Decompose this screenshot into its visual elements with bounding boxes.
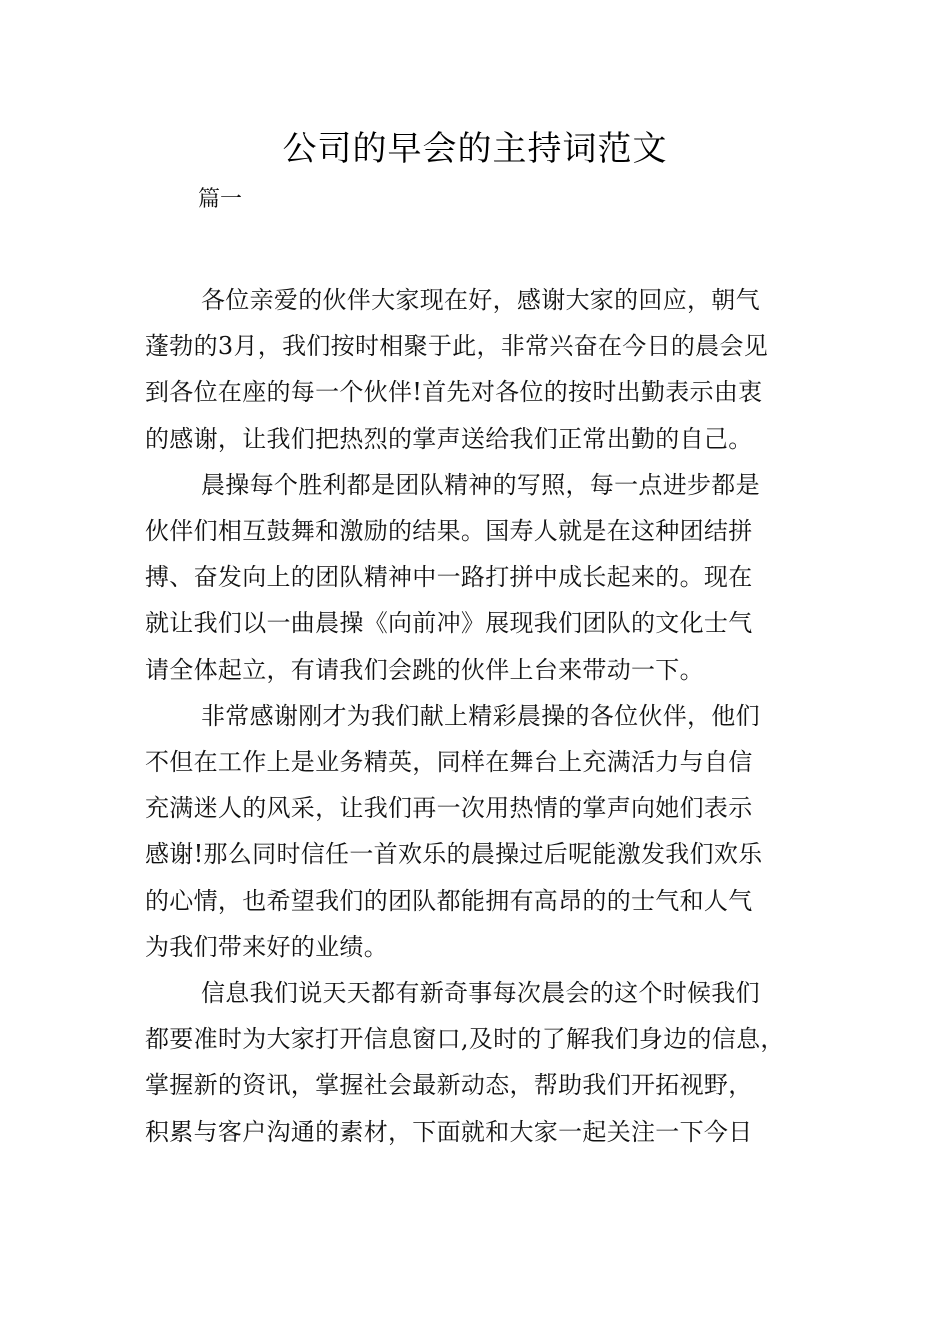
paragraph-4 [145,970,815,1155]
text-line: 非常感谢刚才为我们献上精彩晨操的各位伙伴，他们 [201,701,760,730]
text-line: 各位亲爱的伙伴大家现在好，感谢大家的回应，朝气 [201,286,760,314]
paragraph-3 [145,693,815,970]
text-line: 请全体起立，有请我们会跳的伙伴上台来带动一下。 [145,655,704,684]
text-line: 掌握新的资讯，掌握社会最新动态，帮助我们开拓视野， [145,1071,753,1100]
text-line: 不但在工作上是业务精英，同样在舞台上充满活力与自信 [145,748,753,777]
text-line: 的感谢，让我们把热烈的掌声送给我们正常出勤的自己。 [145,424,753,453]
text-line: 到各位在座的每一个伙伴!首先对各位的按时出勤表示由衷 [145,378,763,407]
text-line: 就让我们以一曲晨操《向前冲》展现我们团队的文化士气 [145,609,753,638]
section-label: 篇一 [198,187,243,212]
text-line: 信息我们说天天都有新奇事每次晨会的这个时候我们 [201,979,760,1008]
text-line: 充满迷人的风采，让我们再一次用热情的掌声向她们表示 [145,794,753,823]
text-line: 为我们带来好的业绩。 [145,932,388,961]
text-line: 蓬勃的3月，我们按时相聚于此，非常兴奋在今日的晨会见 [145,332,769,361]
text-line: 晨操每个胜利都是团队精神的写照，每一点进步都是 [201,470,760,499]
text-line: 的心情，也希望我们的团队都能拥有高昂的的士气和人气 [145,886,753,915]
document-body [145,277,815,1155]
document-title: 公司的早会的主持词范文 [282,129,668,169]
text-line: 伙伴们相互鼓舞和激励的结果。国寿人就是在这种团结拼 [145,517,753,546]
text-line: 积累与客户沟通的素材，下面就和大家一起关注一下今日 [145,1117,753,1146]
text-line: 都要准时为大家打开信息窗口,及时的了解我们身边的信息， [145,1025,785,1054]
paragraph-1 [145,277,815,462]
text-line: 感谢!那么同时信任一首欢乐的晨操过后呢能激发我们欢乐 [145,840,763,869]
paragraph-2 [145,462,815,693]
text-line: 搏、奋发向上的团队精神中一路打拼中成长起来的。现在 [145,563,753,592]
